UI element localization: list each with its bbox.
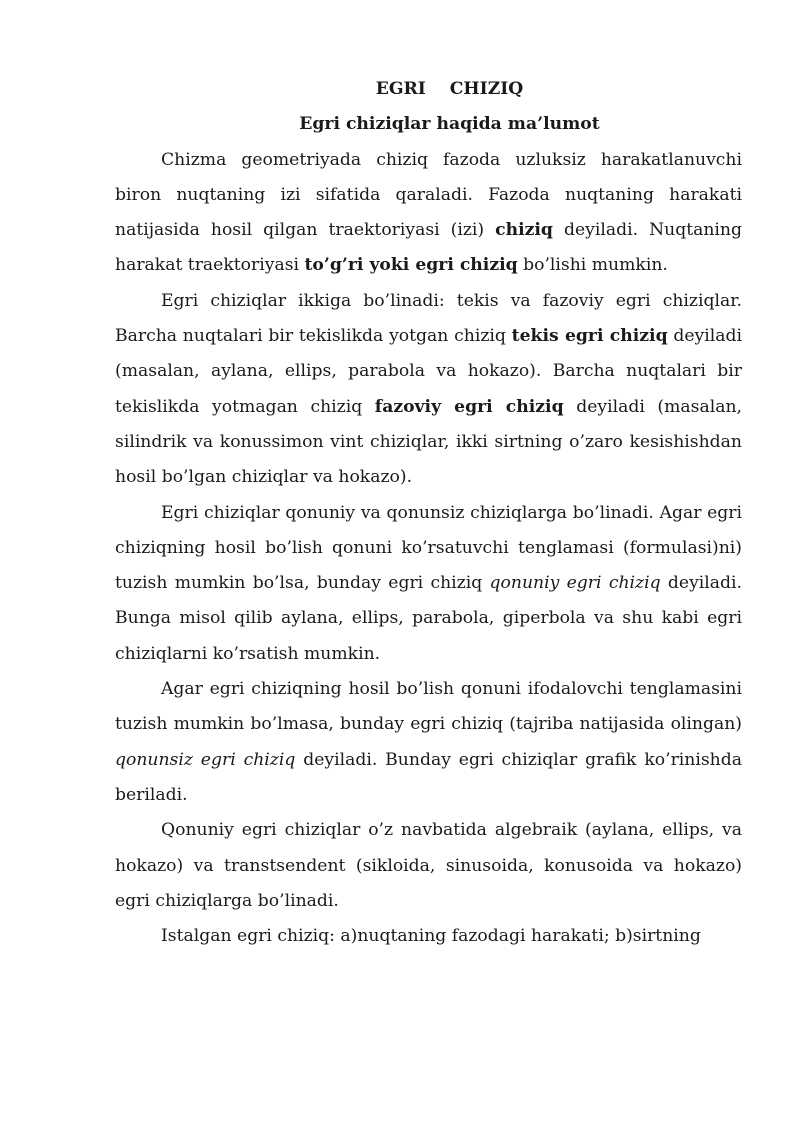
paragraph-3-text-2: deyiladi. Bunga misol qilib aylana, ellips, parabola, giperbola va shu kabi egri chiziqlarni ko’rsatish mumkin. — [115, 573, 742, 664]
paragraph-2 — [115, 284, 742, 496]
paragraph-1 — [115, 143, 742, 284]
paragraph-1-text-1: Chizma geometriyada chiziq fazoda uzluksiz harakatlanuvchi biron nuqtaning izi sifatida qaraladi. Fazoda nuqtaning harakati natijasida hosil qilgan traektoriyasi (izi) — [115, 149, 742, 241]
paragraph-2-text-2: deyiladi (masalan, aylana, ellips, parabola va hokazo). Barcha nuqtalari bir tekislikda yotmagan chiziq — [115, 326, 742, 417]
paragraph-5 — [115, 813, 742, 919]
paragraph-6 — [115, 919, 742, 954]
paragraph-1-text-3: bo’lishi mumkin. — [517, 255, 668, 276]
paragraph-4 — [115, 672, 742, 813]
paragraph-6-text-1: Istalgan egri chiziq: a)nuqtaning fazodagi harakati; b)sirtning — [161, 926, 701, 947]
term-togri-yoki-egri-chiziq: to’g’ri yoki egri chiziq — [304, 255, 518, 276]
term-fazoviy-egri-chiziq: fazoviy egri chiziq — [374, 396, 564, 417]
paragraph-2-text-3: deyiladi (masalan, silindrik va konussimon vint chiziqlar, ikki sirtning o’zaro kesishishdan hosil bo’lgan chiziqlar va hokazo). — [115, 396, 742, 488]
paragraph-3 — [115, 496, 742, 672]
paragraph-1-text-2: deyiladi. Nuqtaning harakat traektoriyasi — [115, 220, 742, 276]
paragraph-2-text-1: Egri chiziqlar ikkiga bo’linadi: tekis va fazoviy egri chiziqlar. Barcha nuqtalari bir tekislikda yotgan chiziq — [115, 290, 742, 347]
document-content — [115, 72, 742, 954]
term-qonunsiz-egri-chiziq: qonunsiz egri chiziq — [115, 749, 296, 770]
paragraph-4-text-1: Agar egri chiziqning hosil bo’lish qonuni ifodalovchi tenglamasini tuzish mumkin bo’lmasa, bunday egri chiziq (tajriba natijasida olingan) — [115, 679, 742, 735]
document-title: EGRI CHIZIQ — [375, 79, 524, 99]
term-qonuniy-egri-chiziq: qonuniy egri chiziq — [489, 573, 661, 594]
paragraph-5-text-1: Qonuniy egri chiziqlar o’z navbatida algebraik (aylana, ellips, va hokazo) va transtsendent (sikloida, sinusoida, konusoida va hokazo) egri chiziqlarga bo’linadi. — [115, 820, 742, 911]
term-tekis-egri-chiziq: tekis egri chiziq — [511, 326, 668, 347]
paragraph-4-text-2: deyiladi. Bunday egri chiziqlar grafik ko’rinishda beriladi. — [115, 749, 742, 805]
document-subtitle: Egri chiziqlar haqida ma’lumot — [299, 114, 600, 135]
term-chiziq: chiziq — [495, 220, 553, 241]
paragraph-3-text-1: Egri chiziqlar qonuniy va qonunsiz chiziqlarga bo’linadi. Agar egri chiziqning hosil bo’lish qonuni ko’rsatuvchi tenglamasi (formulasi)ni) tuzish mumkin bo’lsa, bunday egri chiziq — [115, 502, 742, 594]
